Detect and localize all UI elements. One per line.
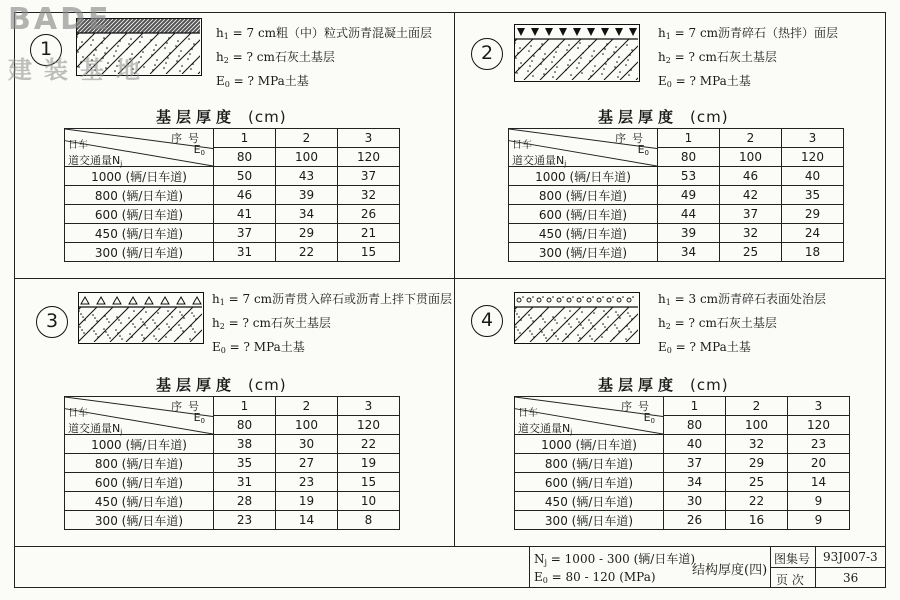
traffic-label: 1000 (辆/日车道) [65,167,214,186]
thickness-value: 22 [726,492,788,511]
layer-label-1: $h_1 = 7$ cm粗（中）粒式沥青混凝土面层 [216,26,433,41]
traffic-label: 450 (辆/日车道) [509,224,658,243]
header-e0: $E_0$ [193,143,205,157]
thickness-value: 28 [214,492,276,511]
header-ri: 日车 [512,140,532,151]
thickness-value: 14 [788,473,850,492]
thickness-value: 40 [664,435,726,454]
thickness-value: 22 [338,435,400,454]
thickness-value: 46 [214,186,276,205]
e0-value: 120 [788,416,850,435]
traffic-label: 800 (辆/日车道) [65,454,214,473]
thickness-value: 23 [788,435,850,454]
layer-label-1: $h_1 = 7$ cm沥青碎石（热拌）面层 [658,26,839,41]
e0-value: 100 [720,148,782,167]
traffic-label: 300 (辆/日车道) [509,243,658,262]
e0-value: 100 [276,148,338,167]
thickness-value: 42 [720,186,782,205]
header-traffic: 道交通量$N_j$ [518,422,573,436]
traffic-label: 450 (辆/日车道) [515,492,664,511]
thickness-table [64,396,400,530]
layer-label-3: $E_0$ = ? MPa土基 [658,340,751,355]
header-traffic: 道交通量$N_j$ [68,154,123,168]
e0-value: 80 [214,416,276,435]
table-title: 基层厚度 (cm) [598,376,729,394]
panel-number-circle: 2 [471,38,503,70]
titleblock-page-label: 页 次 [776,573,804,587]
thickness-value: 10 [338,492,400,511]
thickness-value: 8 [338,511,400,530]
thickness-value: 16 [726,511,788,530]
thickness-value: 43 [276,167,338,186]
traffic-label: 600 (辆/日车道) [515,473,664,492]
traffic-label: 600 (辆/日车道) [509,205,658,224]
titleblock-nj: $N_j = 1000 - 300$ (辆/日车道) [534,552,696,567]
thickness-value: 14 [276,511,338,530]
header-e0: $E_0$ [193,411,205,425]
thickness-value: 29 [276,224,338,243]
e0-value: 100 [276,416,338,435]
column-number: 2 [276,397,338,416]
thickness-value: 19 [276,492,338,511]
thickness-table [514,396,850,530]
thickness-value: 18 [782,243,844,262]
column-number: 3 [782,129,844,148]
traffic-label: 800 (辆/日车道) [509,186,658,205]
thickness-value: 26 [664,511,726,530]
thickness-value: 25 [720,243,782,262]
table-row [509,243,844,262]
header-e0: $E_0$ [637,143,649,157]
thickness-table [508,128,844,262]
layer-label-2: $h_2$ = ? cm石灰土基层 [216,50,335,65]
panel-number-circle: 1 [30,34,62,66]
titleblock-title: 结构厚度(四) [692,563,768,578]
header-traffic: 道交通量$N_j$ [512,154,567,168]
thickness-value: 37 [338,167,400,186]
diagonal-header-cell [515,397,664,435]
table-row [65,186,400,205]
header-ri: 日车 [68,408,88,419]
table-row [65,511,400,530]
e0-value: 120 [338,416,400,435]
header-traffic: 道交通量$N_j$ [68,422,123,436]
thickness-value: 29 [726,454,788,473]
e0-value: 120 [782,148,844,167]
watermark-logo: BADE [8,2,112,37]
panel-number-circle: 4 [471,305,503,337]
e0-value: 100 [726,416,788,435]
column-number: 2 [276,129,338,148]
thickness-value: 44 [658,205,720,224]
thickness-value: 31 [214,243,276,262]
thickness-value: 39 [276,186,338,205]
table-row [65,224,400,243]
column-number: 1 [214,129,276,148]
thickness-value: 23 [214,511,276,530]
titleblock-info-row-divider [770,567,886,568]
column-number: 1 [658,129,720,148]
header-xuhao: 序号 [171,132,205,145]
e0-value: 80 [664,416,726,435]
titleblock-atlas-value: 93J007-3 [823,550,878,564]
table-row [515,473,850,492]
table-header-row [509,129,844,148]
column-number: 3 [338,397,400,416]
traffic-label: 450 (辆/日车道) [65,224,214,243]
table-row [65,167,400,186]
traffic-label: 450 (辆/日车道) [65,492,214,511]
thickness-value: 40 [782,167,844,186]
column-number: 1 [214,397,276,416]
thickness-value: 34 [658,243,720,262]
e0-value: 120 [338,148,400,167]
thickness-value: 46 [720,167,782,186]
thickness-value: 19 [338,454,400,473]
thickness-value: 50 [214,167,276,186]
thickness-value: 20 [788,454,850,473]
pavement-layer-diagram [514,292,640,344]
thickness-value: 15 [338,243,400,262]
thickness-value: 25 [726,473,788,492]
thickness-value: 37 [664,454,726,473]
table-row [65,454,400,473]
panel-divider-vertical [454,12,455,546]
thickness-value: 35 [782,186,844,205]
table-row [65,435,400,454]
table-row [515,454,850,473]
titleblock-atlas-label: 图集号 [774,552,811,566]
thickness-value: 37 [214,224,276,243]
table-title: 基层厚度 (cm) [156,108,287,126]
table-row [509,224,844,243]
thickness-value: 32 [726,435,788,454]
table-header-row [65,397,400,416]
watermark [8,2,178,82]
header-ri: 日车 [68,140,88,151]
traffic-label: 300 (辆/日车道) [65,511,214,530]
table-row [509,167,844,186]
layer-label-2: $h_2$ = ? cm石灰土基层 [658,316,777,331]
thickness-value: 29 [782,205,844,224]
thickness-value: 27 [276,454,338,473]
thickness-value: 23 [276,473,338,492]
titleblock-page-value: 36 [843,571,859,585]
traffic-label: 600 (辆/日车道) [65,205,214,224]
thickness-value: 30 [276,435,338,454]
panel-number-circle: 3 [36,306,68,338]
watermark-subtitle: 建装基地 [8,56,152,84]
thickness-value: 39 [658,224,720,243]
table-row [65,205,400,224]
table-row [65,473,400,492]
layer-label-2: $h_2$ = ? cm石灰土基层 [212,316,331,331]
header-e0: $E_0$ [643,411,655,425]
layer-label-1: $h_1 = 7$ cm沥青贯入碎石或沥青上拌下贯面层 [212,292,453,307]
thickness-value: 9 [788,511,850,530]
layer-label-3: $E_0$ = ? MPa土基 [212,340,305,355]
thickness-value: 21 [338,224,400,243]
thickness-value: 34 [664,473,726,492]
column-number: 1 [664,397,726,416]
pavement-layer-diagram [514,24,640,82]
thickness-value: 38 [214,435,276,454]
e0-value: 80 [214,148,276,167]
traffic-label: 1000 (辆/日车道) [65,435,214,454]
table-title: 基层厚度 (cm) [156,376,287,394]
diagonal-header-cell [509,129,658,167]
layer-label-3: $E_0$ = ? MPa土基 [216,74,309,89]
header-xuhao: 序号 [171,400,205,413]
column-number: 3 [338,129,400,148]
traffic-label: 1000 (辆/日车道) [509,167,658,186]
column-number: 2 [726,397,788,416]
layer-label-1: $h_1 = 3$ cm沥青碎石表面处治层 [658,292,827,307]
table-row [509,205,844,224]
pavement-layer-diagram [78,292,204,344]
header-xuhao: 序号 [621,400,655,413]
diagonal-header-cell [65,129,214,167]
table-title: 基层厚度 (cm) [598,108,729,126]
layer-label-2: $h_2$ = ? cm石灰土基层 [658,50,777,65]
table-header-row [65,129,400,148]
table-row [509,186,844,205]
thickness-value: 31 [214,473,276,492]
traffic-label: 1000 (辆/日车道) [515,435,664,454]
diagonal-header-cell [65,397,214,435]
thickness-value: 41 [214,205,276,224]
thickness-value: 32 [720,224,782,243]
titleblock-e0: $E_0 = 80 - 120$ (MPa) [534,570,656,585]
thickness-value: 53 [658,167,720,186]
thickness-value: 15 [338,473,400,492]
thickness-value: 34 [276,205,338,224]
thickness-value: 30 [664,492,726,511]
thickness-value: 9 [788,492,850,511]
layer-label-3: $E_0$ = ? MPa土基 [658,74,751,89]
traffic-label: 300 (辆/日车道) [515,511,664,530]
traffic-label: 300 (辆/日车道) [65,243,214,262]
thickness-value: 32 [338,186,400,205]
column-number: 2 [720,129,782,148]
traffic-label: 600 (辆/日车道) [65,473,214,492]
table-row [515,511,850,530]
traffic-label: 800 (辆/日车道) [65,186,214,205]
thickness-value: 22 [276,243,338,262]
traffic-label: 800 (辆/日车道) [515,454,664,473]
header-ri: 日车 [518,408,538,419]
column-number: 3 [788,397,850,416]
header-xuhao: 序号 [615,132,649,145]
thickness-value: 24 [782,224,844,243]
thickness-value: 26 [338,205,400,224]
thickness-value: 37 [720,205,782,224]
thickness-value: 35 [214,454,276,473]
thickness-value: 49 [658,186,720,205]
table-header-row [515,397,850,416]
e0-value: 80 [658,148,720,167]
table-row [65,492,400,511]
table-row [515,435,850,454]
table-row [65,243,400,262]
table-row [515,492,850,511]
thickness-table [64,128,400,262]
panel-divider-horizontal [14,278,886,279]
